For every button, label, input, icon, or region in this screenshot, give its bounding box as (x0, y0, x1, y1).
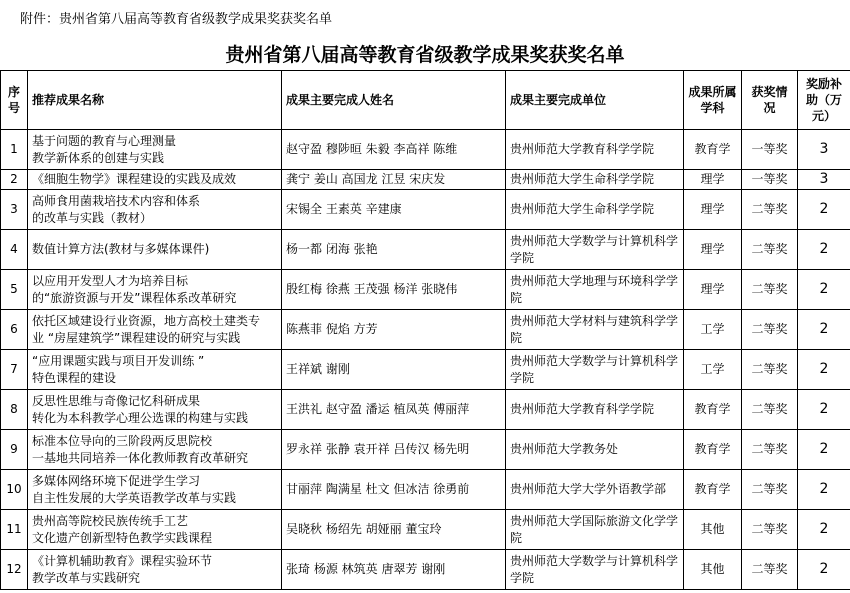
row-people: 王祥斌 谢刚 (282, 350, 506, 390)
row-project-name (28, 430, 282, 470)
row-award: 二等奖 (742, 350, 798, 390)
row-amount: 3 (798, 170, 850, 190)
row-project-name (28, 510, 282, 550)
row-award: 二等奖 (742, 390, 798, 430)
row-project-name (28, 350, 282, 390)
row-amount: 2 (798, 430, 850, 470)
table-body (1, 130, 850, 590)
row-subject: 工学 (684, 350, 742, 390)
row-amount: 2 (798, 310, 850, 350)
header-award: 获奖情况 (742, 71, 798, 130)
row-amount: 2 (798, 230, 850, 270)
project-name-line: 依托区域建设行业资源，地方高校土建类专 (32, 313, 261, 328)
table-row (1, 130, 850, 170)
row-index: 9 (1, 430, 28, 470)
row-unit: 贵州师范大学教育科学学院 (506, 390, 684, 430)
row-award: 二等奖 (742, 550, 798, 590)
header-unit: 成果主要完成单位 (506, 71, 684, 130)
header-amount: 奖励补助（万元） (798, 71, 850, 130)
table-row (1, 270, 850, 310)
row-award: 二等奖 (742, 270, 798, 310)
row-index: 6 (1, 310, 28, 350)
row-people: 王洪礼 赵守盈 潘运 植凤英 傅丽萍 (282, 390, 506, 430)
row-index: 11 (1, 510, 28, 550)
row-award: 一等奖 (742, 130, 798, 170)
row-unit: 贵州师范大学数学与计算机科学学院 (506, 350, 684, 390)
attachment-line: 附件：贵州省第八届高等教育省级教学成果奖获奖名单 (20, 12, 333, 27)
project-name-line: 自主性发展的大学英语教学改革与实践 (32, 490, 237, 505)
row-amount: 2 (798, 190, 850, 230)
table-row (1, 350, 850, 390)
row-subject: 教育学 (684, 470, 742, 510)
project-name-line: 多媒体网络环境下促进学生学习 (32, 473, 201, 488)
row-subject: 理学 (684, 270, 742, 310)
row-unit: 贵州师范大学数学与计算机科学学院 (506, 550, 684, 590)
header-subject: 成果所属学科 (684, 71, 742, 130)
row-unit: 贵州师范大学教育科学学院 (506, 130, 684, 170)
project-name-line: 的“旅游资源与开发”课程体系改革研究 (32, 290, 237, 305)
table-row (1, 170, 850, 190)
row-project-name (28, 390, 282, 430)
table-row (1, 430, 850, 470)
row-index: 2 (1, 170, 28, 190)
row-project-name (28, 550, 282, 590)
project-name-line: 标准本位导向的三阶段两反思院校 (32, 433, 213, 448)
project-name-line: 文化遗产创新型特色教学实践课程 (32, 530, 213, 545)
row-index: 1 (1, 130, 28, 170)
row-amount: 2 (798, 270, 850, 310)
project-name-line: 贵州高等院校民族传统手工艺 (32, 513, 189, 528)
row-people: 陈燕菲 倪焰 方芳 (282, 310, 506, 350)
project-name-line: 业 “房屋建筑学”课程建设的研究与实践 (32, 330, 241, 345)
row-index: 5 (1, 270, 28, 310)
row-subject: 理学 (684, 230, 742, 270)
table-row (1, 390, 850, 430)
row-index: 12 (1, 550, 28, 590)
table-row (1, 510, 850, 550)
row-project-name (28, 130, 282, 170)
row-index: 4 (1, 230, 28, 270)
table-row (1, 230, 850, 270)
row-subject: 教育学 (684, 130, 742, 170)
project-name-line: 《细胞生物学》课程建设的实践及成效 (32, 172, 237, 186)
row-subject: 教育学 (684, 430, 742, 470)
award-table (0, 70, 850, 590)
row-index: 10 (1, 470, 28, 510)
row-award: 二等奖 (742, 470, 798, 510)
row-people: 宋锡全 王素英 辛建康 (282, 190, 506, 230)
table-row (1, 550, 850, 590)
row-award: 二等奖 (742, 230, 798, 270)
row-people: 甘丽萍 陶满星 杜文 但冰洁 徐勇前 (282, 470, 506, 510)
row-people: 赵守盈 穆陟晅 朱毅 李高祥 陈维 (282, 130, 506, 170)
row-project-name (28, 270, 282, 310)
row-subject: 其他 (684, 550, 742, 590)
header-people: 成果主要完成人姓名 (282, 71, 506, 130)
project-name-line: 《计算机辅助教育》课程实验环节 (32, 553, 213, 568)
row-people: 罗永祥 张静 袁开祥 吕传汉 杨先明 (282, 430, 506, 470)
row-people: 龚宁 姜山 高国龙 江昱 宋庆发 (282, 170, 506, 190)
row-unit: 贵州师范大学国际旅游文化学学院 (506, 510, 684, 550)
row-amount: 2 (798, 350, 850, 390)
table-header-row (1, 71, 850, 130)
document-title: 贵州省第八届高等教育省级教学成果奖获奖名单 (225, 44, 625, 66)
table-row (1, 190, 850, 230)
row-index: 7 (1, 350, 28, 390)
row-award: 二等奖 (742, 310, 798, 350)
row-award: 一等奖 (742, 170, 798, 190)
project-name-line: 数值计算方法(教材与多媒体课件) (32, 242, 210, 256)
row-award: 二等奖 (742, 190, 798, 230)
project-name-line: 转化为本科教学心理公选课的构建与实践 (32, 410, 249, 425)
row-subject: 教育学 (684, 390, 742, 430)
row-unit: 贵州师范大学教务处 (506, 430, 684, 470)
row-amount: 3 (798, 130, 850, 170)
row-amount: 2 (798, 510, 850, 550)
project-name-line: 高师食用菌栽培技术内容和体系 (32, 193, 201, 208)
row-unit: 贵州师范大学生命科学学院 (506, 170, 684, 190)
row-unit: 贵州师范大学大学外语教学部 (506, 470, 684, 510)
row-people: 吴晓秋 杨绍先 胡娅丽 董宝玲 (282, 510, 506, 550)
row-subject: 其他 (684, 510, 742, 550)
row-award: 二等奖 (742, 430, 798, 470)
row-subject: 理学 (684, 170, 742, 190)
project-name-line: 一基地共同培养一体化教师教育改革研究 (32, 450, 249, 465)
row-subject: 工学 (684, 310, 742, 350)
header-name: 推荐成果名称 (28, 71, 282, 130)
row-index: 3 (1, 190, 28, 230)
header-idx: 序号 (1, 71, 28, 130)
table-row (1, 470, 850, 510)
row-index: 8 (1, 390, 28, 430)
row-unit: 贵州师范大学材料与建筑科学学院 (506, 310, 684, 350)
project-name-line: 基于问题的教育与心理测量 (32, 133, 177, 148)
project-name-line: 特色课程的建设 (32, 370, 117, 385)
row-subject: 理学 (684, 190, 742, 230)
project-name-line: 反思性思维与奇像记忆科研成果 (32, 393, 201, 408)
row-amount: 2 (798, 470, 850, 510)
table-row (1, 310, 850, 350)
row-project-name (28, 190, 282, 230)
row-amount: 2 (798, 390, 850, 430)
row-people: 杨一都 闭海 张艳 (282, 230, 506, 270)
row-award: 二等奖 (742, 510, 798, 550)
project-name-line: 教学新体系的创建与实践 (32, 150, 165, 165)
row-unit: 贵州师范大学数学与计算机科学学院 (506, 230, 684, 270)
project-name-line: “应用课题实践与项目开发训练 ” (32, 353, 205, 368)
row-project-name (28, 310, 282, 350)
project-name-line: 以应用开发型人才为培养目标 (32, 273, 189, 288)
row-unit: 贵州师范大学生命科学学院 (506, 190, 684, 230)
row-people: 殷红梅 徐燕 王茂强 杨洋 张晓伟 (282, 270, 506, 310)
row-amount: 2 (798, 550, 850, 590)
row-project-name (28, 470, 282, 510)
row-project-name (28, 230, 282, 270)
project-name-line: 的改革与实践（教材） (32, 210, 153, 225)
project-name-line: 教学改革与实践研究 (32, 570, 141, 585)
row-project-name (28, 170, 282, 190)
row-people: 张琦 杨源 林筑英 唐翠芳 谢刚 (282, 550, 506, 590)
row-unit: 贵州师范大学地理与环境科学学院 (506, 270, 684, 310)
